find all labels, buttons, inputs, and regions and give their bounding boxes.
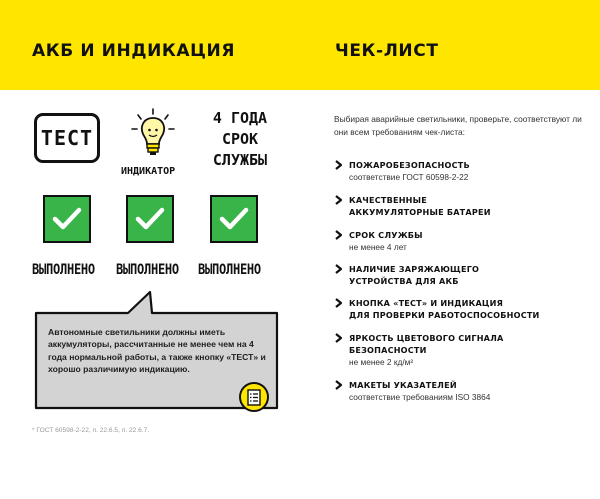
checklist-item-detail: соответствие требованиям ISO 3864 <box>349 392 491 402</box>
chevron-right-icon <box>334 333 343 343</box>
requirement-note: Автономные светильники должны иметь аккумуляторы, рассчитанные не менее чем на 4 года нормальной работы, а также кнопку «ТЕСТ» и хорошо различимую индикацию. <box>48 327 266 375</box>
checklist-item-title: НАЛИЧИЕ ЗАРЯЖАЮЩЕГО УСТРОЙСТВА ДЛЯ АКБ <box>349 264 480 286</box>
checklist-item-title: ПОЖАРОБЕЗОПАСНОСТЬ <box>349 160 470 170</box>
chevron-right-icon <box>334 230 343 240</box>
chevron-right-icon <box>334 298 343 308</box>
checklist-item-title: КНОПКА «ТЕСТ» И ИНДИКАЦИЯ ДЛЯ ПРОВЕРКИ РАБОТОСПОСОБНОСТИ <box>349 298 540 320</box>
right-section-title: ЧЕК-ЛИСТ <box>335 41 439 61</box>
test-label: ТЕСТ <box>40 126 94 150</box>
indicator-label: ИНДИКАТОР <box>121 166 176 177</box>
done-label: ВЫПОЛНЕНО <box>116 262 179 278</box>
lifetime-line: 4 ГОДА <box>212 109 268 127</box>
checklist-item-detail: соответствие ГОСТ 60598-2-22 <box>349 172 469 182</box>
left-section-title: АКБ И ИНДИКАЦИЯ <box>32 41 236 61</box>
document-icon <box>239 382 269 412</box>
chevron-right-icon <box>334 160 343 170</box>
checklist-intro: Выбирая аварийные светильники, проверьте, соответствуют ли они всем требованиям чек-листа: <box>334 114 582 137</box>
done-label: ВЫПОЛНЕНО <box>198 262 261 278</box>
lifetime-line: СРОК <box>221 130 259 148</box>
chevron-right-icon <box>334 195 343 205</box>
checklist-item-detail: не менее 4 лет <box>349 242 407 252</box>
checklist-item-title: МАКЕТЫ УКАЗАТЕЛЕЙ <box>349 380 457 390</box>
chevron-right-icon <box>334 380 343 390</box>
checklist-item-title: ЯРКОСТЬ ЦВЕТОВОГО СИГНАЛА БЕЗОПАСНОСТИ <box>349 333 504 355</box>
lifetime-line: СЛУЖБЫ <box>212 151 268 169</box>
chevron-right-icon <box>334 264 343 274</box>
done-label: ВЫПОЛНЕНО <box>32 262 95 278</box>
footnote: * ГОСТ 60598-2-22, п. 22.6.5, п. 22.6.7. <box>32 427 150 434</box>
checklist-item-title: КАЧЕСТВЕННЫЕ АККУМУЛЯТОРНЫЕ БАТАРЕИ <box>349 195 491 217</box>
checklist-item-title: СРОК СЛУЖБЫ <box>349 230 423 240</box>
checklist-item-detail: не менее 2 кд/м² <box>349 357 414 367</box>
